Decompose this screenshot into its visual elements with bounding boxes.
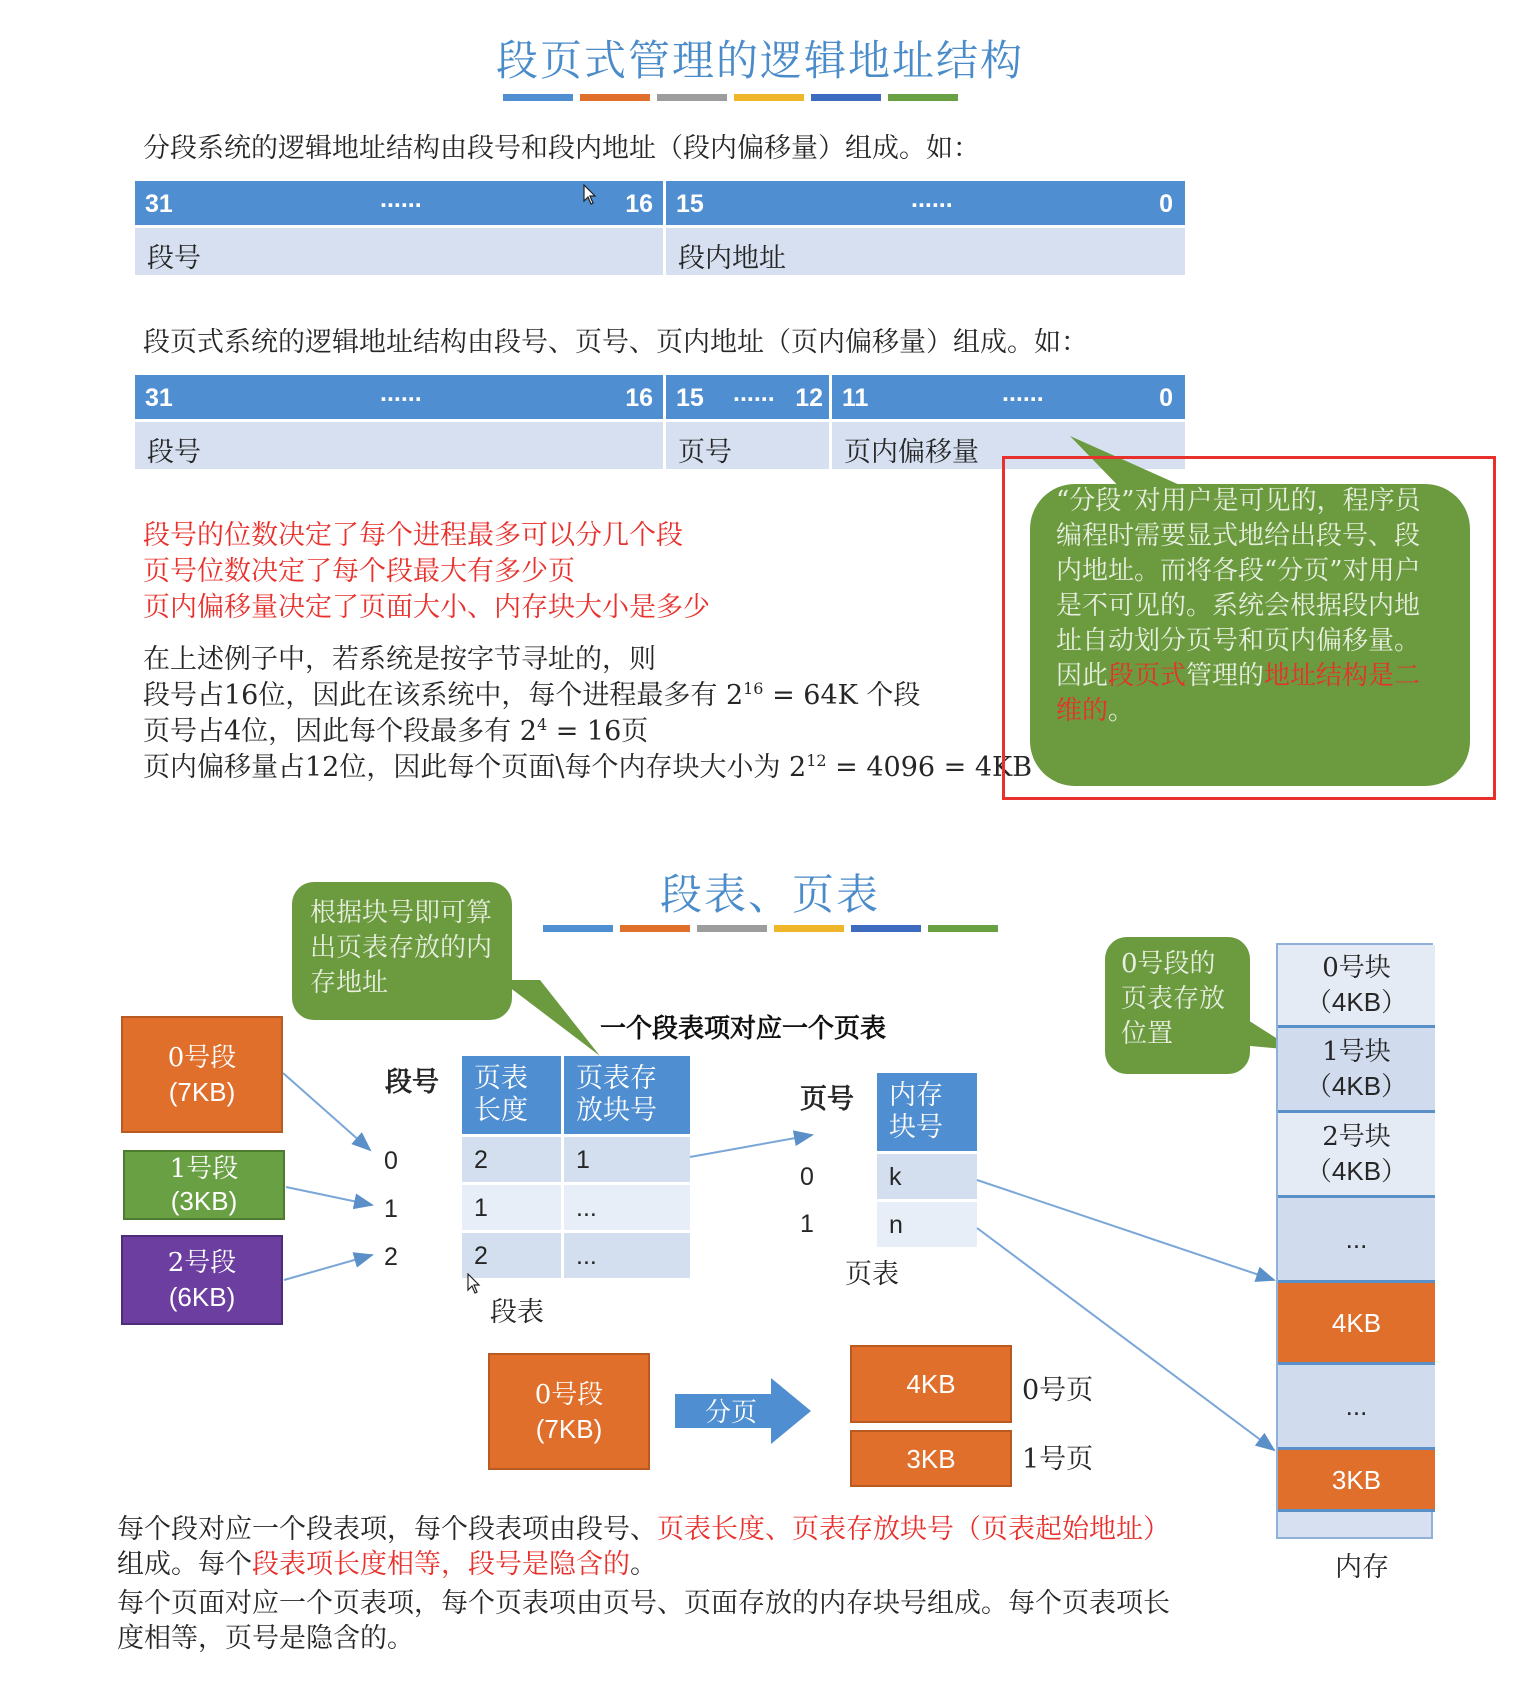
memory-block-page0	[1278, 1283, 1435, 1365]
bit-label: 31	[145, 384, 173, 412]
callout-pointer	[500, 980, 610, 1060]
table-cell: ...	[564, 1185, 690, 1230]
callout-text: 管理的	[1186, 661, 1265, 691]
block-name: 1号块	[1322, 1037, 1391, 1067]
segment-2	[121, 1235, 283, 1325]
segment-table-entry-description	[117, 1512, 1192, 1582]
block-name: ...	[1345, 1391, 1368, 1421]
page-table	[877, 1073, 977, 1249]
memory-gap	[1278, 1365, 1435, 1450]
bit-range-header	[832, 375, 1185, 419]
table-cell: ...	[564, 1233, 690, 1278]
memory-block-2	[1278, 1113, 1435, 1198]
page-table-caption: 页表	[845, 1259, 899, 1290]
segment-index-2: 2	[384, 1243, 398, 1271]
page-table-header-block: 内存块号	[877, 1073, 977, 1151]
block-name: 0号块	[1322, 953, 1391, 983]
memory-gap	[1278, 1198, 1435, 1283]
slide2-title: 段表、页表	[659, 870, 880, 919]
example-text: = 64K 个段	[763, 680, 921, 711]
segment-table	[462, 1056, 690, 1280]
bit-ellipsis: ......	[911, 185, 953, 213]
callout-text: 。	[1108, 696, 1135, 726]
highlight-text: 段表项长度相等，段号是隐含的	[252, 1549, 630, 1580]
bit-label: 0	[1159, 190, 1173, 218]
memory-block-page1	[1278, 1450, 1435, 1512]
bit-ellipsis: ......	[733, 379, 775, 407]
seg-table-header-length: 页表长度	[462, 1056, 561, 1134]
page-size: 3KB	[906, 1443, 956, 1474]
page-0-label: 0号页	[1022, 1375, 1094, 1406]
bit-range-header	[135, 375, 663, 419]
memory-block-0	[1278, 945, 1435, 1028]
note-offset-bits: 页内偏移量决定了页面大小、内存块大小是多少	[143, 592, 710, 623]
block-name: ...	[1345, 1224, 1368, 1254]
segment-size: (7KB)	[168, 1076, 236, 1107]
table-cell: 2	[462, 1233, 561, 1278]
memory-caption: 内存	[1335, 1552, 1389, 1583]
page-table-entry-description: 每个页面对应一个页表项，每个页表项由页号、页面存放的内存块号组成。每个页表项长度相等，页号是隐含的。	[117, 1588, 1170, 1654]
segment-name: 1号段	[169, 1154, 239, 1184]
segment-size: (7KB)	[535, 1413, 603, 1444]
example-offset-bits	[143, 745, 1032, 784]
bit-label: 16	[625, 384, 653, 412]
table-cell: 1	[462, 1185, 561, 1230]
example-segment-bits	[143, 673, 920, 712]
example-text: = 4096 = 4KB	[826, 752, 1033, 783]
segment-pagetable-heading: 一个段表项对应一个页表	[600, 1013, 887, 1043]
highlight-text: 页表长度、页表存放块号（页表起始	[657, 1514, 1089, 1545]
callout-page-table-location: 0号段的页表存放位置	[1105, 937, 1250, 1074]
block-size: （4KB）	[1305, 1156, 1408, 1186]
callout-text: “分段”对用户是可见的，程序员编程时需要显式地给出段号、段内地址。而将各段“分页”对用户是不可见的。系统会根据段内地址自动划分页号和页内偏移量。	[1056, 486, 1421, 656]
mouse-cursor-icon	[583, 184, 597, 210]
field-segment-offset: 段内地址	[666, 228, 1185, 275]
table-cell: k	[877, 1154, 977, 1199]
field-segment-number: 段号	[135, 422, 663, 469]
block-name: 3KB	[1331, 1464, 1382, 1495]
field-page-offset: 页内偏移量	[832, 422, 1185, 469]
segment-1	[123, 1150, 285, 1220]
logical-address-table-segmented-paging	[135, 375, 1185, 469]
example-text: 段号占16位，因此在该系统中，每个进程最多有 2	[143, 680, 744, 711]
title-accent-bars	[543, 925, 1013, 932]
bit-ellipsis: ......	[1002, 379, 1044, 407]
highlight-frame	[1002, 456, 1496, 800]
paging-arrow-icon	[675, 1378, 811, 1444]
callout-highlight: 段页式	[1108, 661, 1187, 691]
example-page-bits	[143, 709, 648, 748]
page-number-label: 页号	[800, 1084, 854, 1115]
segment-index-1: 1	[384, 1195, 398, 1223]
example-intro: 在上述例子中，若系统是按字节寻址的，则	[143, 644, 656, 675]
bit-ellipsis: ......	[380, 185, 422, 213]
memory-block-1	[1278, 1028, 1435, 1113]
page-index-1: 1	[800, 1210, 814, 1238]
split-segment-0	[488, 1353, 650, 1470]
field-page-number: 页号	[666, 422, 829, 469]
segment-size: (6KB)	[168, 1282, 236, 1312]
segment-name: 0号段	[167, 1042, 237, 1073]
table-cell: n	[877, 1202, 977, 1247]
seg-table-header-block: 页表存放块号	[564, 1056, 690, 1134]
page-size: 4KB	[906, 1369, 956, 1399]
bit-label: 12	[795, 384, 823, 412]
exponent: 4	[536, 715, 548, 734]
page-index-0: 0	[800, 1163, 814, 1191]
bit-label: 31	[145, 190, 173, 218]
page-1-box	[850, 1430, 1012, 1487]
example-text: 页号占4位，因此每个段最多有 2	[143, 716, 537, 747]
segment-number-label: 段号	[385, 1067, 439, 1098]
table-cell: 2	[462, 1137, 561, 1182]
page-1-label: 1号页	[1022, 1444, 1094, 1475]
text: 每个段对应一个段表项，每个段表项由段号、	[117, 1514, 657, 1545]
block-size: （4KB）	[1305, 987, 1408, 1017]
intro-segmentation: 分段系统的逻辑地址结构由段号和段内地址（段内偏移量）组成。如：	[143, 133, 980, 164]
bit-ellipsis: ......	[380, 379, 422, 407]
exponent: 16	[743, 679, 764, 698]
example-text: = 16页	[547, 716, 649, 747]
bit-label: 0	[1159, 384, 1173, 412]
callout-block-address: 根据块号即可算出页表存放的内存地址	[292, 882, 512, 1020]
bit-label: 15	[676, 190, 704, 218]
title-accent-bars	[503, 94, 973, 101]
text: 。	[630, 1549, 657, 1580]
highlight-text: 地址）	[1089, 1514, 1170, 1545]
logical-address-table-segmentation	[135, 181, 1185, 275]
example-text: 页内偏移量占12位，因此每个页面\每个内存块大小为 2	[143, 752, 807, 783]
memory-column	[1276, 943, 1433, 1539]
intro-segmented-paging: 段页式系统的逻辑地址结构由段号、页号、页内地址（页内偏移量）组成。如：	[143, 327, 1088, 358]
paging-arrow-label: 分页	[705, 1398, 758, 1428]
segment-name: 0号段	[534, 1379, 604, 1410]
note-segment-bits: 段号的位数决定了每个进程最多可以分几个段	[143, 520, 683, 551]
bit-label: 16	[625, 190, 653, 218]
page-0-box	[850, 1345, 1012, 1423]
field-segment-number: 段号	[135, 228, 663, 275]
bit-label: 15	[676, 384, 704, 412]
segment-0	[121, 1016, 283, 1133]
block-name: 2号块	[1322, 1122, 1391, 1152]
bit-range-header	[666, 181, 1185, 225]
bit-range-header	[666, 375, 829, 419]
exponent: 12	[806, 751, 827, 770]
segment-size: (3KB)	[170, 1186, 238, 1216]
block-name: 4KB	[1331, 1307, 1382, 1338]
table-cell: 1	[564, 1137, 690, 1182]
block-size: （4KB）	[1305, 1071, 1408, 1101]
mouse-cursor-icon	[467, 1273, 481, 1299]
text: 组成。每个	[117, 1549, 252, 1580]
callout-text: 因此	[1056, 661, 1109, 691]
segment-name: 2号段	[167, 1248, 237, 1278]
segment-table-caption: 段表	[490, 1297, 544, 1328]
callout-highlight: 地址结构是二维的	[1056, 661, 1421, 726]
note-page-bits: 页号位数决定了每个段最大有多少页	[143, 556, 575, 587]
bit-label: 11	[842, 384, 869, 412]
slide1-title: 段页式管理的逻辑地址结构	[495, 36, 1024, 85]
segment-index-0: 0	[384, 1147, 398, 1175]
